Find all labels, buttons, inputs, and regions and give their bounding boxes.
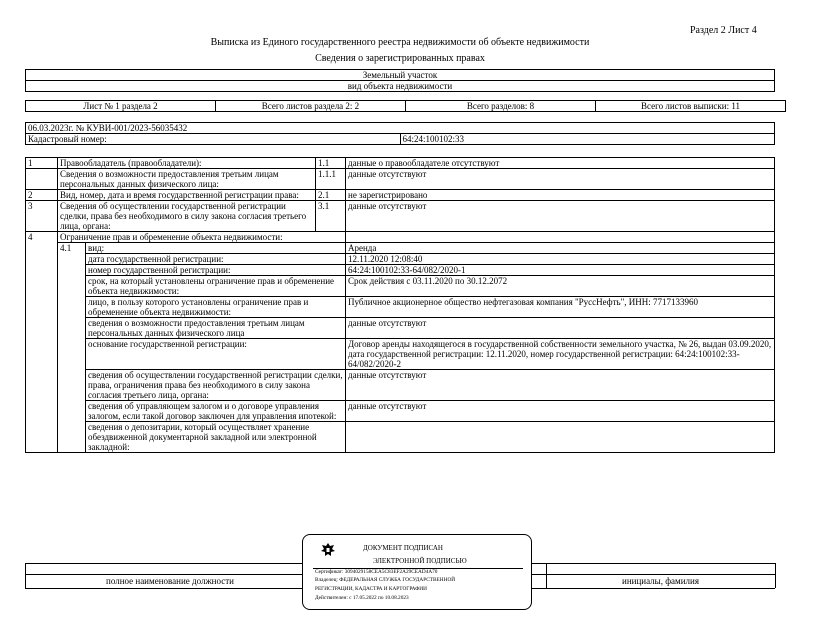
stamp-owner2: РЕГИСТРАЦИИ, КАДАСТРА И КАРТОГРАФИИ xyxy=(315,586,427,592)
cadastral-table xyxy=(25,122,775,145)
row-value xyxy=(346,232,775,243)
document-title: Выписка из Единого государственного реестра недвижимости об объекте недвижимости xyxy=(210,37,590,48)
table-row xyxy=(26,318,775,339)
detail-value: Срок действия с 03.11.2020 по 30.12.2072 xyxy=(346,276,775,297)
table-row xyxy=(26,201,775,232)
stamp-owner: Владелец: ФЕДЕРАЛЬНАЯ СЛУЖБА ГОСУДАРСТВЕННОЙ xyxy=(315,577,456,583)
row-number xyxy=(26,169,58,190)
counts-table xyxy=(25,100,786,112)
row-subnumber: 3.1 xyxy=(316,201,346,232)
emblem-icon xyxy=(319,541,337,559)
table-row xyxy=(26,190,775,201)
date-number: 06.03.2023г. № КУВИ-001/2023-56035432 xyxy=(26,123,775,134)
table-row xyxy=(26,232,775,243)
detail-value: 64:24:100102:33-64/082/2020-1 xyxy=(346,265,775,276)
stamp-valid: Действителен: с 17.05.2022 по 10.08.2023 xyxy=(315,595,409,601)
table-row xyxy=(26,158,775,169)
row-value: не зарегистрировано xyxy=(346,190,775,201)
detail-label: сведения о возможности предоставления третьим лицам персональных данных физического лица xyxy=(86,318,346,339)
rights-table xyxy=(25,157,775,453)
detail-label: сведения об управляющем залогом и о договоре управления залогом, если такой договор заключен для управления ипотекой: xyxy=(86,401,346,422)
row-value: данные отсутствуют xyxy=(346,201,775,232)
document-subtitle: Сведения о зарегистрированных правах xyxy=(315,53,485,64)
row-label: Сведения о возможности предоставления третьим лицам персональных данных физического лица: xyxy=(58,169,316,190)
object-type-caption: вид объекта недвижимости xyxy=(26,81,775,92)
table-row xyxy=(26,339,775,370)
detail-label: вид: xyxy=(86,243,346,254)
page-label: Раздел 2 Лист 4 xyxy=(690,25,757,36)
table-row xyxy=(26,276,775,297)
detail-value: данные отсутствуют xyxy=(346,370,775,401)
stamp-cert: Сертификат: 3094029158CEA5C83EF2A29CEAD4A70 xyxy=(315,569,438,575)
table-row xyxy=(26,401,775,422)
cadastral-value: 64:24:100102:33 xyxy=(400,134,775,145)
table-row xyxy=(26,370,775,401)
table-row xyxy=(26,422,775,453)
row-number: 1 xyxy=(26,158,58,169)
table-row xyxy=(26,265,775,276)
detail-value: Аренда xyxy=(346,243,775,254)
detail-label: сведения об осуществлении государственной регистрации сделки, права, ограничения права без необходимого в силу закона согласия третьего лица, органа: xyxy=(86,370,346,401)
row-value: данные о правообладателе отсутствуют xyxy=(346,158,775,169)
table-row xyxy=(26,243,775,254)
row-number: 2 xyxy=(26,190,58,201)
row-number: 4 xyxy=(26,232,58,453)
total-sheets: Всего листов выписки: 11 xyxy=(596,101,786,112)
row-value: данные отсутствуют xyxy=(346,169,775,190)
detail-label: сведения о депозитарии, который осуществляет хранение обездвиженной документарной закладной или электронной закладной: xyxy=(86,422,346,453)
detail-value: Публичное акционерное общество нефтегазовая компания "РуссНефть", ИНН: 7717133960 xyxy=(346,297,775,318)
table-row xyxy=(26,297,775,318)
table-row xyxy=(26,254,775,265)
signature-stamp xyxy=(302,534,532,610)
row-label: Вид, номер, дата и время государственной регистрации права: xyxy=(58,190,316,201)
object-type-table xyxy=(25,69,775,92)
stamp-line1: ДОКУМЕНТ ПОДПИСАН xyxy=(363,544,443,552)
sheet-number: Лист № 1 раздела 2 xyxy=(26,101,216,112)
detail-value: Договор аренды находящегося в государственной собственности земельного участка, № 26, выдан 03.09.2020, дата государственной регистрации: 12.11.2020, номер государственной регистрации: 64:24:100102:33-64/082/2020-2 xyxy=(346,339,775,370)
row-label: Ограничение прав и обременение объекта недвижимости: xyxy=(58,232,346,243)
row-subnumber: 2.1 xyxy=(316,190,346,201)
object-type: Земельный участок xyxy=(26,70,775,81)
detail-value: данные отсутствуют xyxy=(346,318,775,339)
detail-label: лицо, в пользу которого установлены ограничение прав и обременение объекта недвижимости: xyxy=(86,297,346,318)
detail-value xyxy=(346,422,775,453)
footer-right-border xyxy=(775,563,776,588)
total-sheets-section: Всего листов раздела 2: 2 xyxy=(216,101,406,112)
name-caption: инициалы, фамилия xyxy=(622,576,699,586)
row-label: Сведения об осуществлении государственной регистрации сделки, права без необходимого в силу закона согласия третьего лица, органа: xyxy=(58,201,316,232)
position-caption: полное наименование должности xyxy=(106,576,234,586)
row-number: 3 xyxy=(26,201,58,232)
detail-label: срок, на который установлены ограничение прав и обременение объекта недвижимости: xyxy=(86,276,346,297)
row-subnumber: 1.1 xyxy=(316,158,346,169)
detail-label: дата государственной регистрации: xyxy=(86,254,346,265)
row-subnumber: 1.1.1 xyxy=(316,169,346,190)
total-sections: Всего разделов: 8 xyxy=(406,101,596,112)
row-label: Правообладатель (правообладатели): xyxy=(58,158,316,169)
detail-value: 12.11.2020 12:08:40 xyxy=(346,254,775,265)
detail-label: номер государственной регистрации: xyxy=(86,265,346,276)
row-subnumber: 4.1 xyxy=(58,243,86,453)
detail-label: основание государственной регистрации: xyxy=(86,339,346,370)
stamp-line2: ЭЛЕКТРОННОЙ ПОДПИСЬЮ xyxy=(373,557,467,565)
table-row xyxy=(26,169,775,190)
cadastral-label: Кадастровый номер: xyxy=(26,134,401,145)
detail-value: данные отсутствуют xyxy=(346,401,775,422)
